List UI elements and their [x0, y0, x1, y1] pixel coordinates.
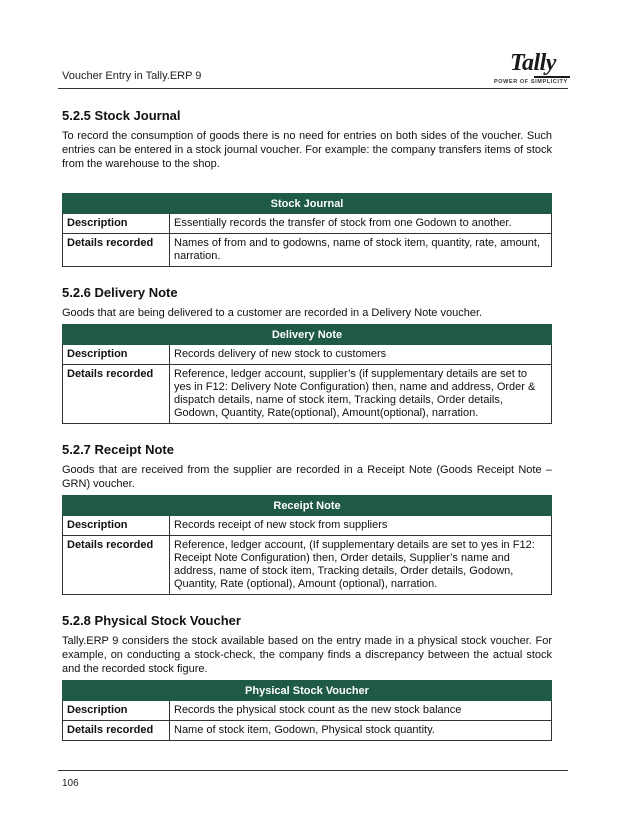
table-row: [63, 234, 552, 267]
section-delivery-note: [62, 285, 552, 424]
definition-table: [62, 495, 552, 595]
row-text: Names of from and to godowns, name of stock item, quantity, rate, amount, narration.: [170, 234, 552, 267]
header-rule: [58, 88, 568, 89]
row-text: Name of stock item, Godown, Physical stock quantity.: [170, 721, 552, 741]
definition-table: [62, 193, 552, 267]
table-row: [63, 516, 552, 536]
section-intro: To record the consumption of goods there is no need for entries on both sides of the voucher. Such entries can be entered in a stock journal voucher. For example: the company transfers items of stock from the warehouse to the shop.: [62, 130, 552, 170]
section-heading: 5.2.5 Stock Journal: [62, 108, 181, 123]
tally-logo: [494, 50, 572, 90]
row-text: Records the physical stock count as the new stock balance: [170, 701, 552, 721]
table-row: [63, 721, 552, 741]
table-title: Physical Stock Voucher: [63, 681, 552, 701]
table-row: [63, 536, 552, 595]
section-heading: 5.2.7 Receipt Note: [62, 442, 174, 457]
row-label: Details recorded: [63, 365, 170, 424]
row-label: Details recorded: [63, 721, 170, 741]
row-label: Description: [63, 214, 170, 234]
page-content: [62, 108, 552, 759]
row-label: Details recorded: [63, 234, 170, 267]
row-text: Records receipt of new stock from suppliers: [170, 516, 552, 536]
row-text: Records delivery of new stock to customers: [170, 345, 552, 365]
table-title: Receipt Note: [63, 496, 552, 516]
logo-underline: [534, 76, 570, 78]
logo-tagline: POWER OF SIMPLICITY: [494, 79, 568, 85]
row-label: Description: [63, 345, 170, 365]
section-intro: Goods that are being delivered to a customer are recorded in a Delivery Note voucher.: [62, 307, 483, 319]
row-label: Description: [63, 701, 170, 721]
table-row: [63, 214, 552, 234]
logo-word: Tally: [510, 50, 556, 76]
table-row: [63, 365, 552, 424]
section-heading: 5.2.6 Delivery Note: [62, 285, 178, 300]
section-heading: 5.2.8 Physical Stock Voucher: [62, 613, 241, 628]
definition-table: [62, 680, 552, 741]
row-text: Reference, ledger account, supplier’s (if supplementary details are set to yes in F12: Delivery Note Configuration) then, name and address, Order & dispatch details, name of stock item, Tracking details, Order details, Godown, Quantity, Rate(optional), Amount(optional), narration.: [170, 365, 552, 424]
section-intro: Tally.ERP 9 considers the stock available based on the entry made in a physical stock voucher. For example, on conducting a stock-check, the company finds a discrepancy between the actual stock and the recorded stock figure.: [62, 635, 552, 675]
row-label: Description: [63, 516, 170, 536]
footer-rule: [58, 770, 568, 771]
table-row: [63, 345, 552, 365]
table-row: [63, 701, 552, 721]
section-intro: Goods that are received from the supplier are recorded in a Receipt Note (Goods Receipt Note – GRN) voucher.: [62, 464, 552, 490]
section-receipt-note: [62, 442, 552, 595]
row-text: Essentially records the transfer of stock from one Godown to another.: [170, 214, 552, 234]
section-physical-stock-voucher: [62, 613, 552, 741]
table-title: Stock Journal: [63, 194, 552, 214]
page-number: 106: [62, 778, 79, 789]
page-header-title: Voucher Entry in Tally.ERP 9: [62, 70, 202, 82]
row-label: Details recorded: [63, 536, 170, 595]
section-stock-journal: [62, 108, 552, 267]
table-title: Delivery Note: [63, 325, 552, 345]
definition-table: [62, 324, 552, 424]
row-text: Reference, ledger account, (If supplementary details are set to yes in F12: Receipt Note Configuration) then, Order details, Supplier’s name and address, name of stock item, Tracking details, Order details, Godown, Quantity, Rate (optional), Amount (optional), narration.: [170, 536, 552, 595]
